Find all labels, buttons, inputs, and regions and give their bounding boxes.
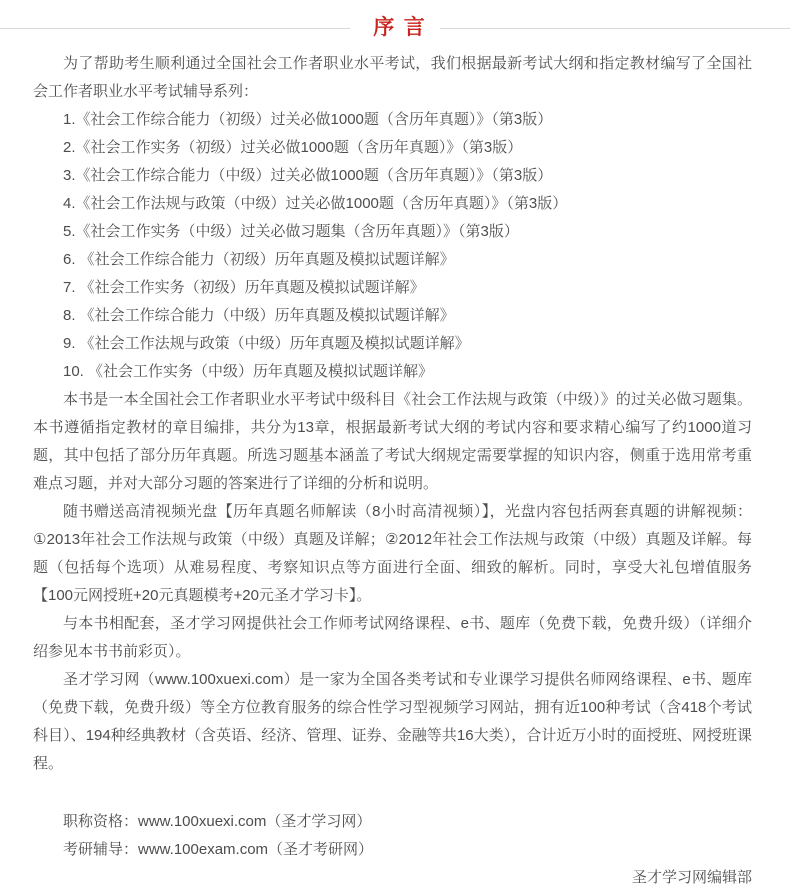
book-series-list: [33, 106, 752, 386]
book-list-item: 2.《社会工作实务（初级）过关必做1000题（含历年真题）》（第3版）: [63, 139, 523, 156]
book-list-item: 4.《社会工作法规与政策（中级）过关必做1000题（含历年真题）》（第3版）: [63, 195, 568, 212]
book-list-item: 3.《社会工作综合能力（中级）过关必做1000题（含历年真题）》（第3版）: [63, 167, 553, 184]
footer-links: [33, 808, 752, 864]
paragraph-video-bonus: 随书赠送高清视频光盘【历年真题名师解读（8小时高清视频）】，光盘内容包括两套真题的讲解视频：①2013年社会工作法规与政策（中级）真题及详解；②2012年社会工作法规与政策（中级）真题及详解。每题（包括每个选项）从难易程度、考察知识点等方面进行全面、细致的解析。同时，享受大礼包增值服务【100元网授班+20元真题模考+20元圣才学习卡】。: [33, 503, 752, 604]
book-list-item: 5.《社会工作实务（中级）过关必做习题集（含历年真题）》（第3版）: [63, 223, 519, 240]
book-list-item: 1.《社会工作综合能力（初级）过关必做1000题（含历年真题）》（第3版）: [63, 111, 553, 128]
preface-content: [0, 50, 790, 892]
book-list-item: 8. 《社会工作综合能力（中级）历年真题及模拟试题详解》: [63, 307, 455, 324]
footer-link-zhicheng: 职称资格：www.100xuexi.com（圣才学习网）: [63, 813, 372, 830]
book-list-item: 6. 《社会工作综合能力（初级）历年真题及模拟试题详解》: [63, 251, 455, 268]
editorial-signature: 圣才学习网编辑部: [631, 869, 752, 886]
book-list-item: 10. 《社会工作实务（中级）历年真题及模拟试题详解》: [63, 363, 434, 380]
book-list-item: 9. 《社会工作法规与政策（中级）历年真题及模拟试题详解》: [63, 335, 470, 352]
paragraph-website: 圣才学习网（www.100xuexi.com）是一家为全国各类考试和专业课学习提供名师网络课程、e书、题库（免费下载，免费升级）等全方位教育服务的综合性学习型视频学习网站，拥有近100种考试（含418个考试科目）、194种经典教材（含英语、经济、管理、证券、金融等共16大类），合计近万小时的面授班、网授班课程。: [33, 671, 752, 772]
page-title: 序言: [373, 16, 435, 39]
divider-line-left: [0, 28, 350, 29]
paragraph-about-book: 本书是一本全国社会工作者职业水平考试中级科目《社会工作法规与政策（中级）》的过关必做习题集。本书遵循指定教材的章目编排，共分为13章，根据最新考试大纲的考试内容和要求精心编写了约1000道习题，其中包括了部分历年真题。所选习题基本涵盖了考试大纲规定需要掌握的知识内容，侧重于选用常考重难点习题，并对大部分习题的答案进行了详细的分析和说明。: [33, 391, 752, 492]
divider-line-right: [440, 28, 790, 29]
title-bar: [0, 0, 790, 40]
paragraph-companion: 与本书相配套，圣才学习网提供社会工作师考试网络课程、e书、题库（免费下载，免费升级）（详细介绍参见本书书前彩页）。: [33, 615, 752, 660]
intro-paragraph: 为了帮助考生顺利通过全国社会工作者职业水平考试，我们根据最新考试大纲和指定教材编写了全国社会工作者职业水平考试辅导系列：: [33, 55, 752, 100]
footer-link-kaoyan: 考研辅导：www.100exam.com（圣才考研网）: [63, 841, 374, 858]
book-list-item: 7. 《社会工作实务（初级）历年真题及模拟试题详解》: [63, 279, 425, 296]
